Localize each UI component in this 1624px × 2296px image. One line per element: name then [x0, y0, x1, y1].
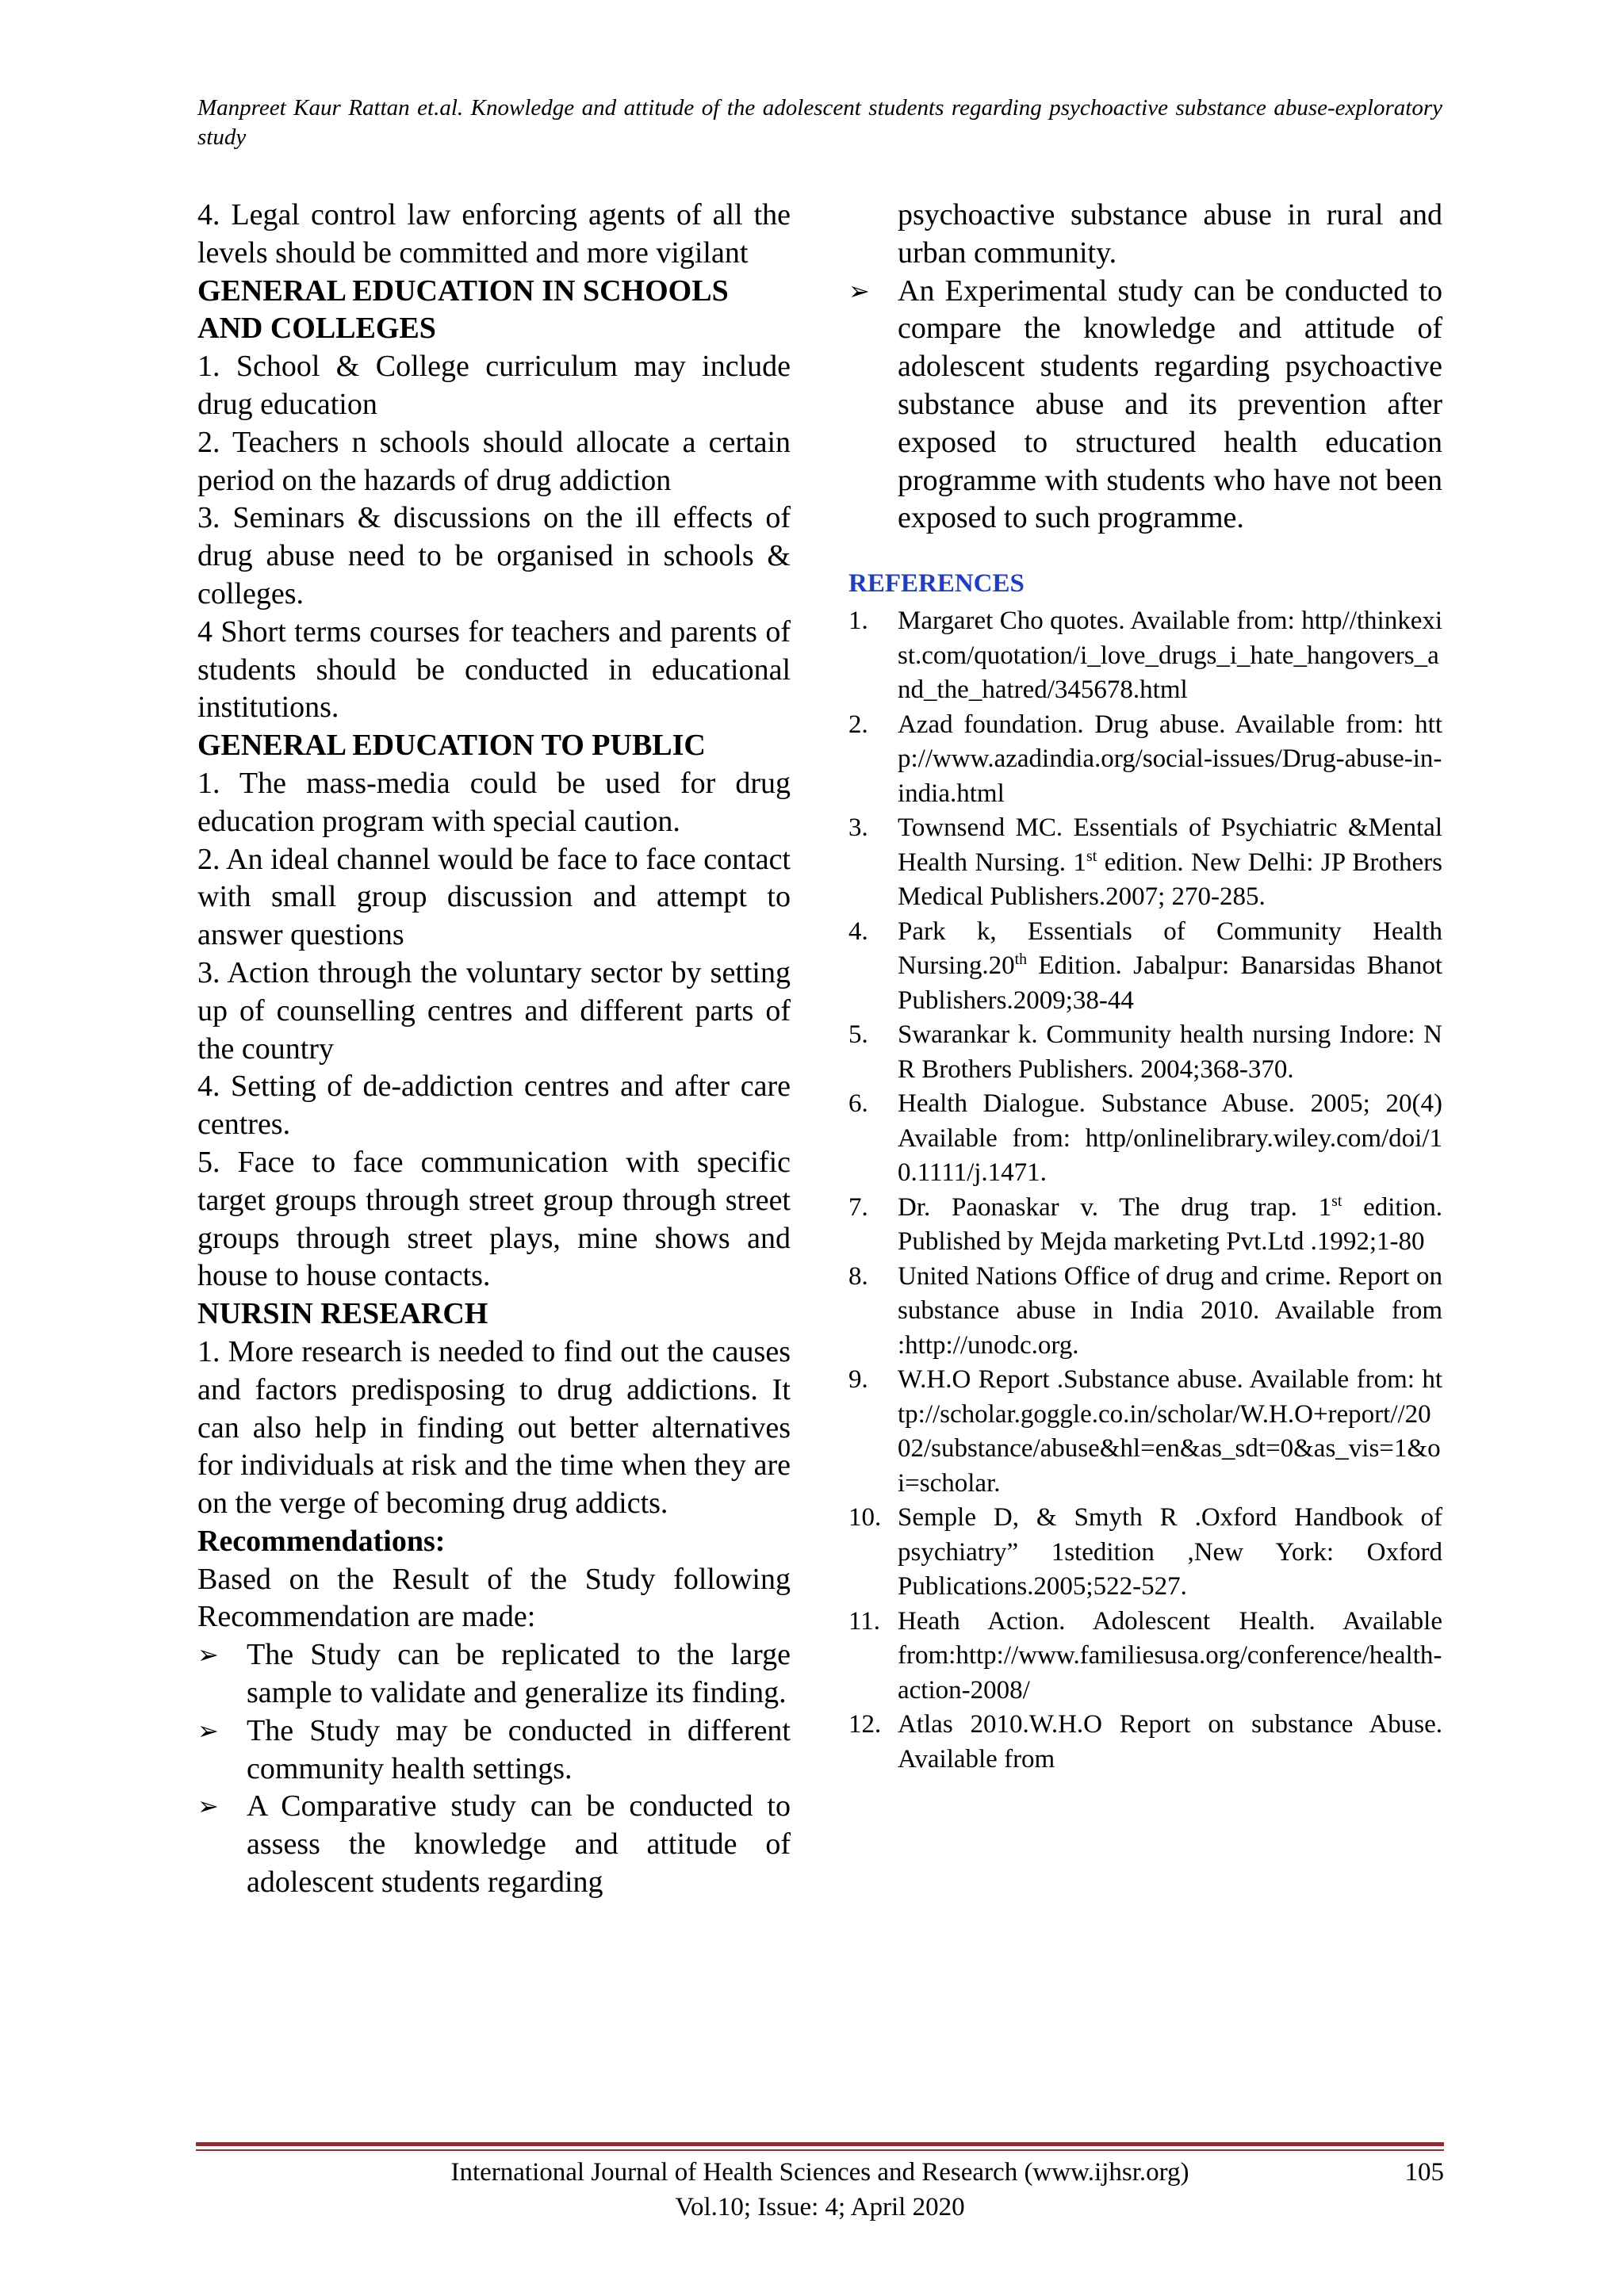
page-number: 105 [1404, 2158, 1444, 2187]
recommendation-text: The Study can be replicated to the large sample to validate and generalize its finding. [247, 1638, 791, 1710]
reference-item [848, 1191, 1442, 1260]
reference-number: 9. [848, 1365, 868, 1395]
right-column [848, 197, 1442, 1777]
reference-number: 1. [848, 607, 868, 636]
reference-url: http://www.azadindia.org/social-issues/Drug-abuse-in-india.html [898, 710, 1442, 808]
reference-number: 10. [848, 1503, 882, 1533]
schools-point-3: 3. Seminars & discussions on the ill effects of drug abuse need to be organised in schools & colleges. [197, 501, 791, 610]
reference-item [848, 915, 1442, 1019]
left-column [197, 197, 791, 1902]
recommendations-intro: Based on the Result of the Study following Recommendation are made: [197, 1562, 791, 1634]
reference-item [848, 1087, 1442, 1191]
recommendation-text: An Experimental study can be conducted to compare the knowledge and attitude of adolescent students regarding psychoactive substance abuse and its prevention after exposed to structured health education programme with students who have not been exposed to such programme. [898, 274, 1442, 535]
reference-number: 2. [848, 710, 868, 739]
reference-text: United Nations Office of drug and crime. Report on substance abuse in India 2010. Available from :http://unodc.org. [898, 1261, 1442, 1360]
reference-item [848, 1708, 1442, 1777]
reference-text: Azad foundation. Drug abuse. Available from: [898, 710, 1404, 739]
recommendation-continuation: psychoactive substance abuse in rural and urban community. [898, 198, 1442, 270]
reference-item [848, 708, 1442, 812]
footer-journal: International Journal of Health Sciences and Research (www.ijhsr.org) [450, 2158, 1189, 2187]
references-list [848, 604, 1442, 1777]
reference-url: http//thinkexist.com/quotation/i_love_drugs_i_hate_hangovers_and_the_hatred/345678.html [898, 607, 1443, 705]
reference-text: W.H.O Report .Substance abuse. Available from: [898, 1365, 1415, 1395]
reference-text: Semple D, & Smyth R .Oxford Handbook of psychiatry” 1stedition ,New York: Oxford Publications.2005;522-527. [898, 1503, 1442, 1601]
heading-recommendations: Recommendations: [197, 1524, 446, 1558]
arrow-bullet-icon: ➢ [197, 1791, 219, 1822]
footer-rule-thin [196, 2149, 1444, 2151]
legal-control-point: 4. Legal control law enforcing agents of all the levels should be committed and more vigilant [197, 198, 791, 270]
running-header: Manpreet Kaur Rattan et.al. Knowledge and attitude of the adolescent students regarding psychoactive substance abuse-exploratory study [197, 95, 1442, 150]
reference-number: 4. [848, 916, 868, 946]
public-point-1: 1. The mass-media could be used for drug education program with special caution. [197, 766, 791, 838]
arrow-bullet-icon: ➢ [197, 1715, 219, 1746]
reference-text: Swarankar k. Community health nursing Indore: N R Brothers Publishers. 2004;368-370. [898, 1020, 1442, 1084]
research-point-1: 1. More research is needed to find out the causes and factors predisposing to drug addictions. It can also help in finding out better alternatives for individuals at risk and the time when they are on the verge of becoming drug addicts. [197, 1334, 791, 1521]
reference-number: 5. [848, 1020, 868, 1050]
reference-text: Townsend MC. Essentials of Psychiatric &Mental Health Nursing. 1st edition. New Delhi: JP Brothers Medical Publishers.2007; 270-285. [898, 813, 1442, 912]
recommendations-list-continued [848, 273, 1442, 538]
reference-number: 3. [848, 813, 868, 843]
schools-point-4: 4 Short terms courses for teachers and parents of students should be conducted in educational institutions. [197, 614, 791, 725]
schools-point-2: 2. Teachers n schools should allocate a certain period on the hazards of drug addiction [197, 425, 791, 497]
reference-item [848, 811, 1442, 915]
reference-text: Margaret Cho quotes. Available from: [898, 607, 1295, 636]
reference-number: 6. [848, 1089, 868, 1119]
reference-item [848, 1018, 1442, 1087]
reference-number: 12. [848, 1710, 882, 1739]
reference-number: 11. [848, 1606, 881, 1636]
reference-number: 8. [848, 1261, 868, 1291]
reference-item [848, 1501, 1442, 1605]
reference-text: Dr. Paonaskar v. The drug trap. 1st edition. Published by Mejda marketing Pvt.Ltd .1992;1-80 [898, 1192, 1442, 1257]
recommendation-item [197, 1712, 791, 1789]
heading-schools-colleges: GENERAL EDUCATION IN SCHOOLS AND COLLEGES [197, 274, 729, 346]
recommendation-text: A Comparative study can be conducted to assess the knowledge and attitude of adolescent students regarding [247, 1789, 791, 1900]
public-point-4: 4. Setting of de-addiction centres and after care centres. [197, 1070, 791, 1142]
reference-url: http/onlinelibrary.wiley.com/doi/10.1111/j.1471. [898, 1123, 1442, 1188]
reference-text: Heath Action. Adolescent Health. Available from:http://www.familiesusa.org/conference/health-action-2008/ [898, 1606, 1442, 1705]
arrow-bullet-icon: ➢ [197, 1640, 219, 1670]
reference-text: Park k, Essentials of Community Health Nursing.20th Edition. Jabalpur: Banarsidas Bhanot Publishers.2009;38-44 [898, 916, 1442, 1015]
recommendations-list [197, 1636, 791, 1902]
reference-text: Atlas 2010.W.H.O Report on substance Abuse. Available from [898, 1710, 1442, 1774]
recommendation-text: The Study may be conducted in different community health settings. [247, 1713, 791, 1785]
reference-item [848, 1363, 1442, 1501]
reference-item [848, 1260, 1442, 1364]
reference-item [848, 1605, 1442, 1709]
heading-nursing-research: NURSIN RESEARCH [197, 1297, 488, 1331]
reference-text: Health Dialogue. Substance Abuse. 2005; 20(4) Available from: [898, 1089, 1442, 1153]
arrow-bullet-icon: ➢ [848, 275, 870, 306]
public-point-5: 5. Face to face communication with specific target groups through street group through street groups through street plays, mine shows and house to house contacts. [197, 1145, 791, 1293]
recommendation-item [197, 1788, 791, 1901]
footer-rule [196, 2142, 1444, 2146]
recommendation-item [197, 1636, 791, 1712]
reference-number: 7. [848, 1192, 868, 1222]
public-point-2: 2. An ideal channel would be face to face contact with small group discussion and attempt to answer questions [197, 842, 791, 952]
references-heading: REFERENCES [848, 569, 1025, 599]
heading-public-education: GENERAL EDUCATION TO PUBLIC [197, 729, 706, 763]
reference-item [848, 604, 1442, 708]
reference-url: http://scholar.goggle.co.in/scholar/W.H.O+report//2002/substance/abuse&hl=en&as_sdt=0&as_vis=1&oi=scholar. [898, 1365, 1442, 1498]
page-footer [196, 2155, 1444, 2225]
recommendation-item [848, 273, 1442, 538]
footer-issue: Vol.10; Issue: 4; April 2020 [675, 2193, 965, 2221]
schools-point-1: 1. School & College curriculum may include drug education [197, 350, 791, 421]
public-point-3: 3. Action through the voluntary sector by setting up of counselling centres and different parts of the country [197, 955, 791, 1066]
